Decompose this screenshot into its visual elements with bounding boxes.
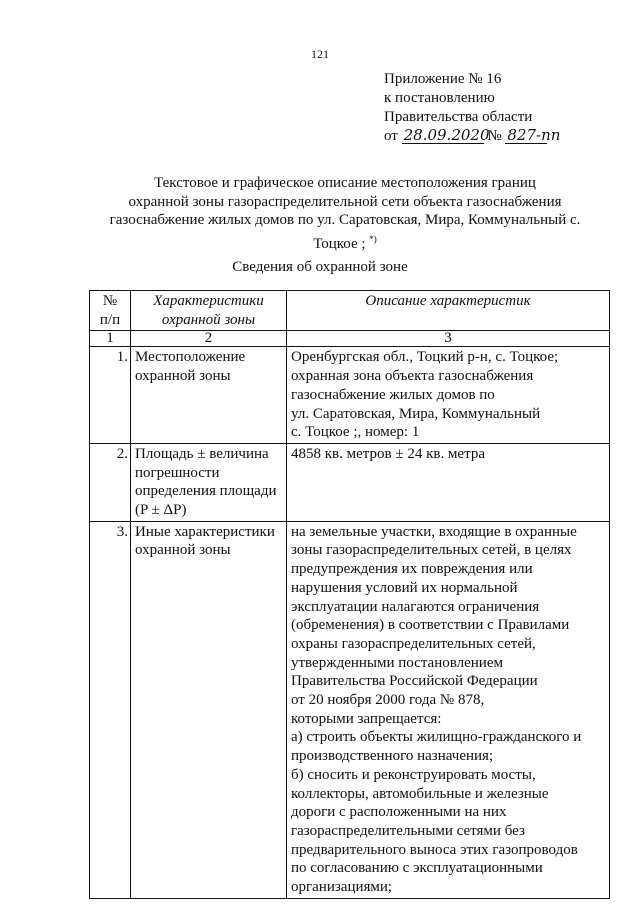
text-line: эксплуатации налагаются ограничения — [291, 598, 540, 615]
header-char-line2: охранной зоны — [161, 311, 256, 328]
text-line: погрешности — [135, 464, 220, 481]
text-line: от 20 ноября 2000 года № 878, — [291, 692, 485, 709]
footnote-mark: *) — [369, 233, 377, 244]
text-line: коллекторы, автомобильные и железные — [291, 785, 549, 802]
row-description — [287, 443, 610, 521]
text-line: дороги с расположенными на них — [291, 804, 507, 821]
header-num — [90, 291, 131, 331]
row-number: 2. — [90, 443, 131, 521]
text-line: Правительства Российской Федерации — [291, 673, 538, 690]
from-label: от — [384, 128, 398, 144]
text-line: производственного назначения; — [291, 748, 494, 765]
table-row — [90, 521, 610, 898]
column-number-3: 3 — [287, 331, 610, 347]
appendix-date-line — [384, 126, 561, 146]
row-characteristic — [131, 347, 287, 444]
text-line: нарушения условий их нормальной — [291, 579, 518, 596]
text-line: газоснабжение жилых домов по — [291, 386, 495, 403]
appendix-block — [384, 70, 561, 146]
text-line: охраны газораспределительных сетей, — [291, 635, 536, 652]
row-characteristic — [131, 443, 287, 521]
document-title — [108, 174, 582, 253]
appendix-government-line: Правительства области — [384, 109, 533, 125]
page-number: 121 — [311, 47, 329, 61]
header-characteristic — [131, 291, 287, 331]
appendix-title: Приложение № 16 — [384, 71, 502, 87]
text-line: предупреждения их повреждения или — [291, 561, 533, 578]
row-number: 1. — [90, 347, 131, 444]
header-num-line2: п/п — [99, 311, 121, 328]
title-line-2: охранной зоны газораспределительной сети объекта газоснабжения — [128, 193, 562, 210]
text-line: 4858 кв. метров ± 24 кв. метра — [291, 445, 485, 462]
text-line: охранная зона объекта газоснабжения — [291, 368, 534, 385]
text-line: газораспределительными сетями без — [291, 822, 525, 839]
title-line-4-text: Тоцкое ; — [313, 235, 366, 252]
text-line: на земельные участки, входящие в охранные — [291, 523, 577, 540]
text-line: Площадь ± величина — [135, 445, 269, 462]
text-line: (обременения) в соответствии с Правилами — [291, 617, 570, 634]
column-number-row — [90, 331, 610, 347]
text-line: определения площади — [135, 483, 277, 500]
text-line: организациями; — [291, 879, 393, 896]
title-line-4 — [108, 230, 582, 254]
text-line: ул. Саратовская, Мира, Коммунальный — [291, 405, 541, 422]
text-line: б) сносить и реконструировать мосты, — [291, 766, 536, 783]
row-number: 3. — [90, 521, 131, 898]
text-line: Иные характеристики — [135, 523, 275, 540]
text-line: утвержденными постановлением — [291, 654, 503, 671]
column-number-1: 1 — [90, 331, 131, 347]
column-number-2: 2 — [131, 331, 287, 347]
text-line: предварительного выноса этих газопроводов — [291, 841, 578, 858]
row-characteristic — [131, 521, 287, 898]
text-line: с. Тоцкое ;, номер: 1 — [291, 424, 420, 441]
header-num-line1: № — [102, 293, 118, 309]
number-label: № — [487, 128, 502, 144]
text-line: зоны газораспределительных сетей, в целях — [291, 542, 572, 559]
text-line: охранной зоны — [135, 542, 231, 559]
header-description: Описание характеристик — [287, 291, 610, 331]
text-line: охранной зоны — [135, 368, 231, 385]
text-line: (P ± ΔP) — [135, 502, 187, 519]
handwritten-number: 827-пп — [507, 126, 561, 144]
section-subtitle: Сведения об охранной зоне — [232, 259, 408, 275]
text-line: Оренбургская обл., Тоцкий р-н, с. Тоцкое; — [291, 349, 559, 366]
title-line-1: Текстовое и графическое описание местоположения границ — [154, 175, 536, 191]
appendix-resolution-line: к постановлению — [384, 90, 495, 106]
table-row — [90, 443, 610, 521]
title-line-3: газоснабжение жилых домов по ул. Саратовская, Мира, Коммунальный с. — [109, 212, 581, 228]
text-line: Местоположение — [135, 349, 246, 366]
zone-info-table — [89, 290, 610, 899]
text-line: по согласованию с эксплуатационными — [291, 860, 543, 877]
text-line: которыми запрещается: — [291, 710, 442, 727]
handwritten-date: 28.09.2020 — [403, 126, 490, 144]
table-row — [90, 347, 610, 444]
text-line: а) строить объекты жилищно-гражданского и — [291, 729, 582, 746]
row-description — [287, 521, 610, 898]
table-header-row — [90, 291, 610, 331]
header-char-line1: Характеристики — [153, 293, 264, 309]
row-description — [287, 347, 610, 444]
